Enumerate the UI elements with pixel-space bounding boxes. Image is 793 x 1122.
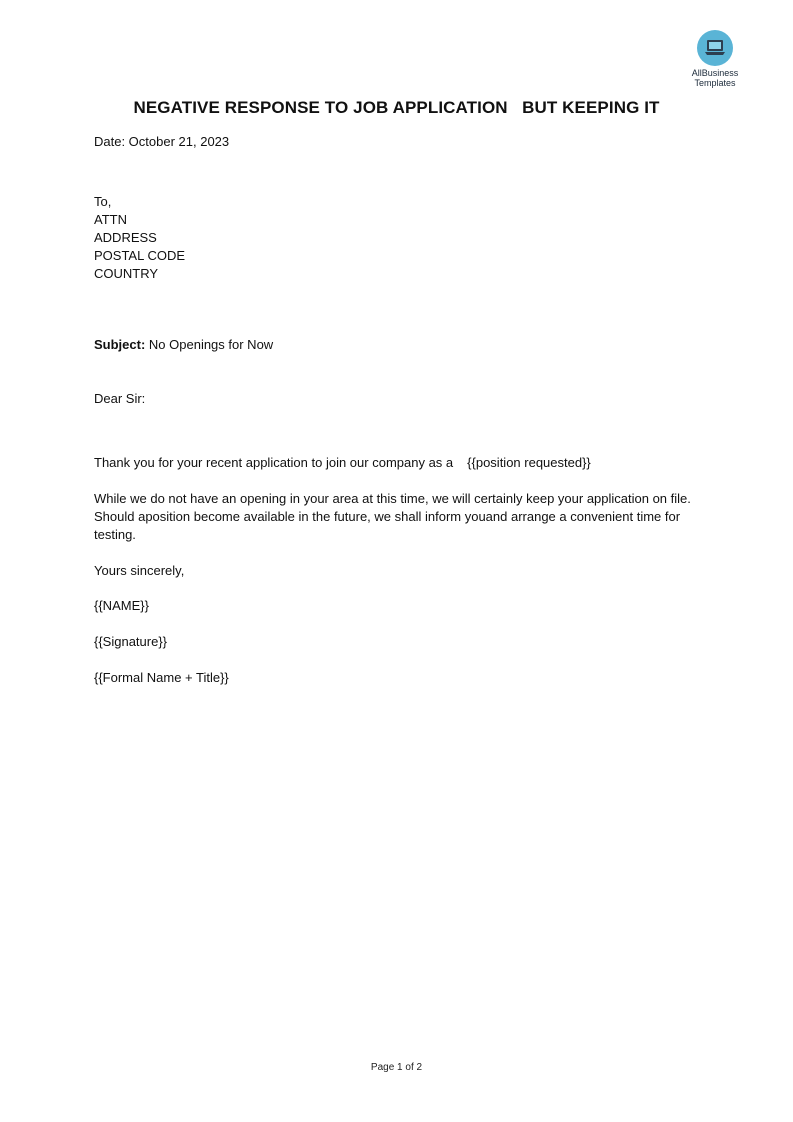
laptop-icon bbox=[697, 30, 733, 66]
document-title: NEGATIVE RESPONSE TO JOB APPLICATION BUT KEEPING IT bbox=[133, 98, 660, 117]
subject-line bbox=[94, 336, 273, 354]
address-country: COUNTRY bbox=[94, 266, 159, 281]
subject-label: Subject: bbox=[94, 337, 146, 352]
body-paragraph: While we do not have an opening in your area at this time, we will certainly keep your application on file. Should aposition become available in the future, we shall inform youand arrange a convenient time for testing. bbox=[94, 491, 691, 542]
signature-placeholder: {{Signature}} bbox=[94, 634, 168, 649]
page-number: Page 1 of 2 bbox=[370, 1062, 423, 1073]
salutation: Dear Sir: bbox=[94, 391, 146, 406]
body-line1-text: Thank you for your recent application to join our company as a bbox=[94, 455, 454, 470]
subject-text: No Openings for Now bbox=[145, 337, 274, 352]
allbusiness-logo bbox=[684, 30, 746, 88]
formal-name-placeholder: {{Formal Name + Title}} bbox=[94, 670, 229, 685]
address-street: ADDRESS bbox=[94, 230, 157, 245]
name-placeholder: {{NAME}} bbox=[94, 598, 149, 613]
address-attn: ATTN bbox=[94, 212, 127, 227]
address-to: To, bbox=[94, 194, 112, 209]
logo-text bbox=[684, 68, 746, 88]
body-line1 bbox=[94, 454, 591, 472]
closing: Yours sincerely, bbox=[94, 563, 185, 578]
letter-date: Date: October 21, 2023 bbox=[94, 134, 230, 149]
recipient-address bbox=[94, 193, 185, 283]
position-placeholder: {{position requested}} bbox=[467, 455, 591, 470]
logo-line1: AllBusiness bbox=[691, 68, 739, 78]
address-postal: POSTAL CODE bbox=[94, 248, 186, 263]
logo-line2: Templates bbox=[694, 78, 736, 88]
